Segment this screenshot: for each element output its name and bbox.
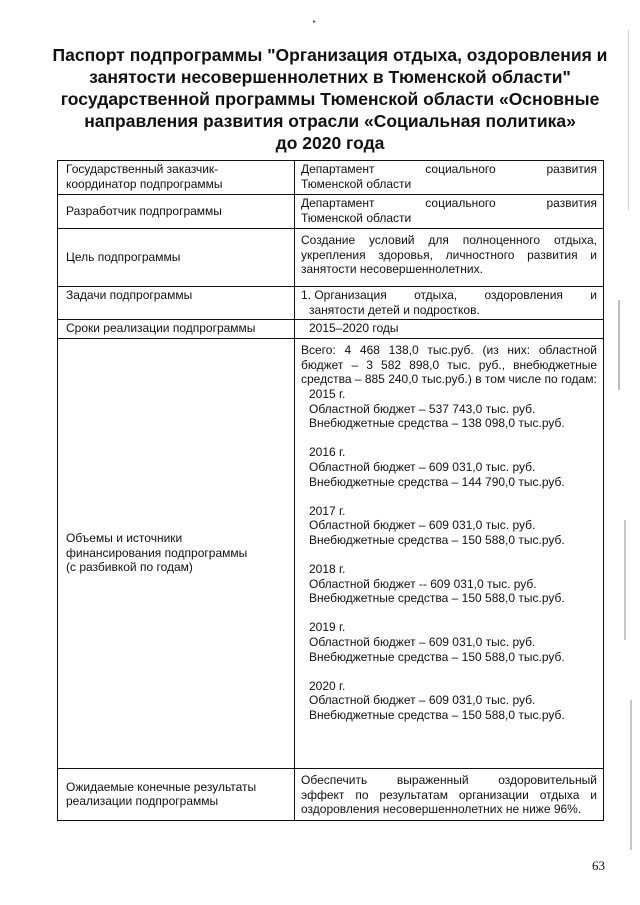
results-label-line: Ожидаемые конечные результаты [66,779,257,794]
funding-year-block [301,679,597,723]
regional-budget: Областной бюджет – 609 031,0 тыс. руб. [309,518,536,533]
customer-label-line: координатор подпрограммы [66,176,223,191]
goal-value: Создание условий для полноценного отдыха, укрепления здоровья, личностного развития и занятости несовершеннолетних. [301,233,597,277]
label-cell [58,320,295,339]
regional-budget: Областной бюджет – 609 031,0 тыс. руб. [309,693,536,708]
funding-year-block [301,445,597,489]
word: 1. Организация [301,288,387,302]
funding-total: Всего: 4 468 138,0 тыс.руб. (из них: областной бюджет – 3 582 898,0 тыс. руб., внебюджетные средства – 885 240,0 тыс.руб.) в том числе по годам: [301,343,597,387]
scan-edge-artifact [624,520,626,640]
tasks-value-line: занятости детей и подростков. [309,302,480,317]
value-cell [295,769,604,821]
label-cell [58,229,295,287]
developer-value-line: Тюменской области [301,210,412,225]
regional-budget: Областной бюджет – 609 031,0 тыс. руб. [309,635,536,650]
scan-edge-artifact [628,30,629,210]
word: Обеспечить [301,773,368,788]
label-cell [58,195,295,229]
funding-label-line: Объемы и источники [66,531,183,546]
word: социального [425,196,496,210]
page-title [40,44,620,154]
terms-value: 2015–2020 годы [309,321,399,336]
funding-year-block [301,504,597,548]
year-label: 2019 г. [309,620,346,635]
title-line: Паспорт подпрограммы "Организация отдыха, оздоровления и [52,45,608,65]
word: развития [546,196,597,210]
offbudget-funds: Внебюджетные средства – 144 790,0 тыс.руб. [309,474,565,489]
offbudget-funds: Внебюджетные средства – 150 588,0 тыс.руб. [309,649,565,664]
year-label: 2020 г. [309,678,346,693]
regional-budget: Областной бюджет -- 609 031,0 тыс. руб. [309,576,537,591]
table-row-funding [58,339,604,769]
goal-label: Цель подпрограммы [66,249,181,264]
funding-year-block [301,562,597,606]
offbudget-funds: Внебюджетные средства – 138 098,0 тыс.руб. [309,416,565,431]
word: Департамент [301,162,375,176]
developer-value-line [301,196,597,211]
funding-year-block [301,387,597,431]
table-row-tasks [58,287,604,320]
word: социального [425,162,496,176]
results-value-line [301,773,597,788]
label-cell [58,769,295,821]
word: отдыха, [414,288,458,302]
word: и [590,288,597,302]
customer-value-line: Тюменской области [301,176,412,191]
scan-edge-artifact [630,700,632,850]
customer-label-line: Государственный заказчик- [66,162,219,176]
year-label: 2015 г. [309,386,346,401]
label-cell [58,339,295,769]
regional-budget: Областной бюджет – 537 743,0 тыс. руб. [309,401,536,416]
results-label-line: реализации подпрограммы [66,794,219,809]
tasks-value-line [301,288,597,303]
offbudget-funds: Внебюджетные средства – 150 588,0 тыс.руб. [309,532,565,547]
funding-year-block [301,620,597,664]
title-line: государственной программы Тюменской области «Основные [60,89,600,109]
table-row-goal [58,229,604,287]
title-line: до 2020 года [275,133,385,153]
passport-table [57,160,604,821]
funding-label-line: (с разбивкой по годам) [66,560,193,575]
word: оздоровления [484,288,563,302]
value-cell [295,320,604,339]
offbudget-funds: Внебюджетные средства – 150 588,0 тыс.руб. [309,591,565,606]
regional-budget: Областной бюджет – 609 031,0 тыс. руб. [309,459,536,474]
year-label: 2018 г. [309,562,346,577]
table-row-terms [58,320,604,339]
funding-label-line: финансирования подпрограммы [66,545,248,560]
page-number: 63 [592,858,605,873]
results-value-rest: эффект по результатам организации отдыха и оздоровления несовершеннолетних не ниже 96%. [301,787,597,817]
label-cell [58,161,295,195]
tasks-label: Задачи подпрограммы [66,288,193,302]
word: выраженный [396,773,469,788]
scan-tick-mark: ▸ [313,19,317,25]
title-line: направления развития отрасли «Социальная политика» [84,111,576,131]
table-row-developer [58,195,604,229]
value-cell [295,195,604,229]
value-cell [295,229,604,287]
scan-edge-artifact [618,300,620,390]
value-cell [295,339,604,769]
developer-label: Разработчик подпрограммы [66,203,222,218]
word: развития [546,162,597,176]
table-row-results [58,769,604,821]
customer-value-line [301,162,597,177]
value-cell [295,161,604,195]
word: Департамент [301,196,375,210]
offbudget-funds: Внебюджетные средства – 150 588,0 тыс.руб. [309,708,565,723]
title-line: занятости несовершеннолетних в Тюменской области" [89,67,571,87]
year-label: 2017 г. [309,503,346,518]
word: оздоровительный [498,773,597,788]
value-cell [295,287,604,320]
table-row-customer [58,161,604,195]
label-cell [58,287,295,320]
year-label: 2016 г. [309,445,346,460]
terms-label: Сроки реализации подпрограммы [66,321,256,336]
